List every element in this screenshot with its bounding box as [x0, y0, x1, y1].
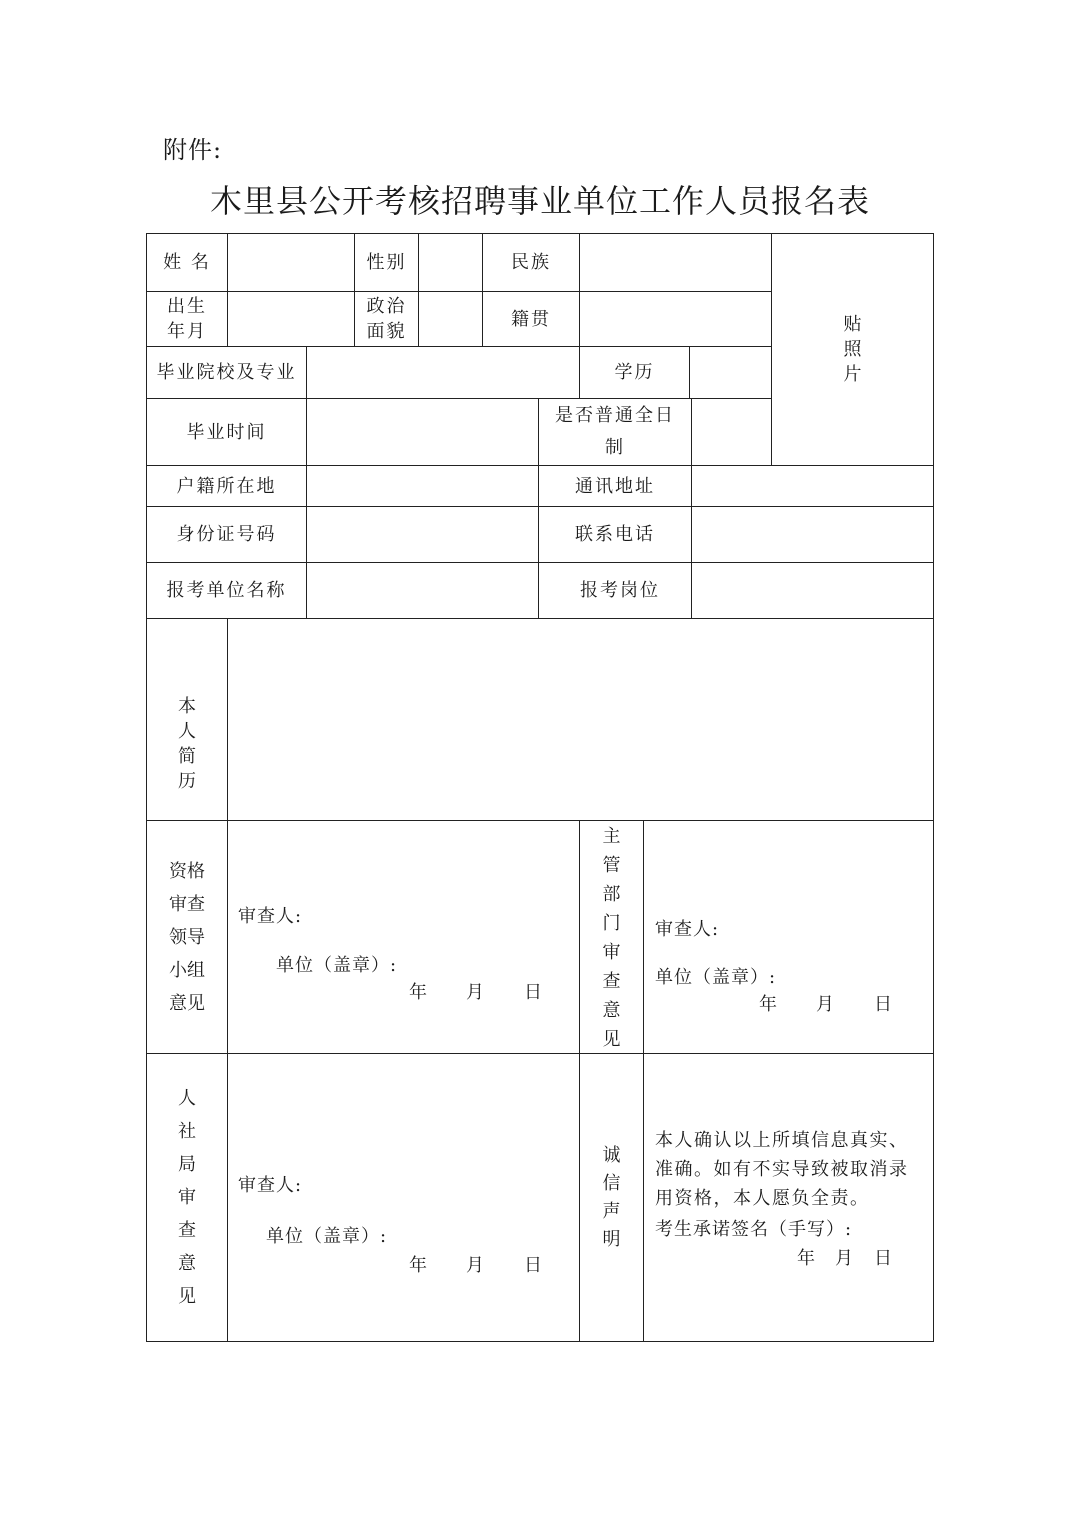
integrity-year: 年 [797, 1248, 816, 1269]
integrity-char: 信 [602, 1172, 621, 1194]
fulltime-label-line: 是否普通全日 [555, 405, 675, 426]
birth-label-line: 年月 [167, 321, 207, 342]
dept-year: 年 [759, 994, 778, 1015]
integrity-statement: 本人确认以上所填信息真实、准确。如有不实导致被取消录用资格，本人愿负全责。 [655, 1130, 909, 1209]
resume-char: 本 [178, 696, 196, 717]
household-label: 户籍所在地 [176, 475, 277, 497]
hr-review-char: 查 [178, 1220, 196, 1241]
qualification-month: 月 [466, 982, 485, 1003]
qualification-year: 年 [409, 982, 428, 1003]
address-label: 通讯地址 [575, 475, 655, 497]
dept-month: 月 [816, 994, 835, 1015]
hr-review-char: 意 [178, 1253, 196, 1274]
signature-label: 考生承诺签名（手写）: [655, 1219, 853, 1240]
photo-area [772, 234, 933, 465]
unit-name-label: 报考单位名称 [166, 580, 287, 601]
fulltime-label [539, 399, 691, 465]
position-label: 报考岗位 [580, 580, 660, 601]
integrity-month: 月 [835, 1248, 854, 1269]
qualification-unit-seal: 单位（盖章）: [276, 955, 398, 976]
household-input[interactable] [307, 466, 538, 506]
birth-label [147, 292, 227, 346]
name-label: 姓 名 [163, 252, 211, 273]
id-number-input[interactable] [307, 507, 538, 562]
ethnicity-input[interactable] [580, 234, 771, 291]
dept-reviewer: 审查人: [655, 919, 720, 940]
dept-review-char: 门 [602, 913, 621, 934]
ethnicity-label: 民族 [511, 252, 551, 273]
phone-label: 联系电话 [575, 524, 655, 545]
dept-review-char: 审 [602, 942, 621, 963]
dept-review-char: 主 [602, 826, 621, 847]
political-label-line: 面貌 [366, 321, 407, 342]
dept-review-char: 见 [602, 1029, 621, 1050]
birth-label-line: 出生 [167, 296, 207, 317]
hr-year: 年 [409, 1255, 428, 1276]
political-input[interactable] [419, 292, 482, 346]
integrity-char: 声 [602, 1200, 621, 1222]
hr-reviewer: 审查人: [238, 1175, 303, 1196]
unit-name-input[interactable] [307, 563, 538, 618]
phone-input[interactable] [692, 507, 933, 562]
native-place-input[interactable] [580, 292, 771, 346]
dept-review-char: 意 [602, 1000, 621, 1021]
integrity-char: 明 [602, 1228, 621, 1250]
id-number-label: 身份证号码 [176, 524, 277, 545]
education-label: 学历 [614, 362, 655, 383]
dept-review-label [580, 823, 643, 1053]
dept-review-char: 管 [602, 855, 621, 876]
photo-char: 贴 [843, 314, 862, 335]
political-label-line: 政治 [366, 296, 407, 317]
qualification-line: 意见 [169, 992, 205, 1014]
school-major-label: 毕业院校及专业 [156, 362, 297, 383]
position-input[interactable] [692, 563, 933, 618]
integrity-char: 诚 [602, 1144, 621, 1166]
hr-review-char: 见 [178, 1286, 196, 1307]
hr-review-char: 局 [178, 1154, 196, 1175]
dept-unit-seal: 单位（盖章）: [655, 967, 777, 988]
qualification-line: 领导 [169, 926, 205, 948]
photo-char: 片 [843, 364, 862, 385]
qualification-group-label [147, 821, 227, 1053]
dept-review-char: 查 [602, 971, 621, 992]
fulltime-label-line: 制 [605, 437, 625, 458]
integrity-label [580, 1054, 643, 1341]
hr-review-char: 审 [178, 1187, 196, 1208]
hr-month: 月 [466, 1255, 485, 1276]
resume-label [147, 619, 227, 819]
dept-day: 日 [874, 994, 893, 1015]
photo-char: 照 [843, 339, 862, 360]
political-label [355, 292, 418, 346]
hr-review-label [147, 1054, 227, 1341]
qualification-line: 审查 [169, 893, 205, 915]
education-input[interactable] [690, 347, 771, 398]
qualification-line: 小组 [169, 959, 205, 981]
grad-time-input[interactable] [307, 399, 538, 465]
resume-char: 历 [178, 771, 196, 792]
school-major-input[interactable] [307, 347, 579, 398]
gender-input[interactable] [419, 234, 482, 291]
qualification-line: 资格 [169, 860, 205, 882]
name-input[interactable] [228, 234, 354, 291]
resume-char: 简 [178, 746, 196, 767]
native-place-label: 籍贯 [511, 308, 551, 330]
hr-review-char: 社 [178, 1121, 196, 1142]
resume-input[interactable] [228, 619, 933, 820]
hr-unit-seal: 单位（盖章）: [266, 1226, 388, 1247]
grad-time-label: 毕业时间 [186, 421, 267, 443]
hr-review-char: 人 [178, 1088, 196, 1109]
birth-input[interactable] [228, 292, 354, 346]
qualification-reviewer: 审查人: [238, 906, 303, 927]
gender-label: 性别 [366, 252, 407, 273]
resume-char: 人 [178, 721, 196, 742]
integrity-day: 日 [874, 1248, 893, 1269]
address-input[interactable] [692, 466, 933, 506]
dept-review-char: 部 [602, 884, 621, 905]
hr-day: 日 [524, 1255, 543, 1276]
qualification-day: 日 [524, 982, 543, 1003]
annex-label: 附件: [163, 136, 223, 164]
form-title: 木里县公开考核招聘事业单位工作人员报名表 [209, 182, 870, 220]
fulltime-input[interactable] [692, 399, 771, 465]
